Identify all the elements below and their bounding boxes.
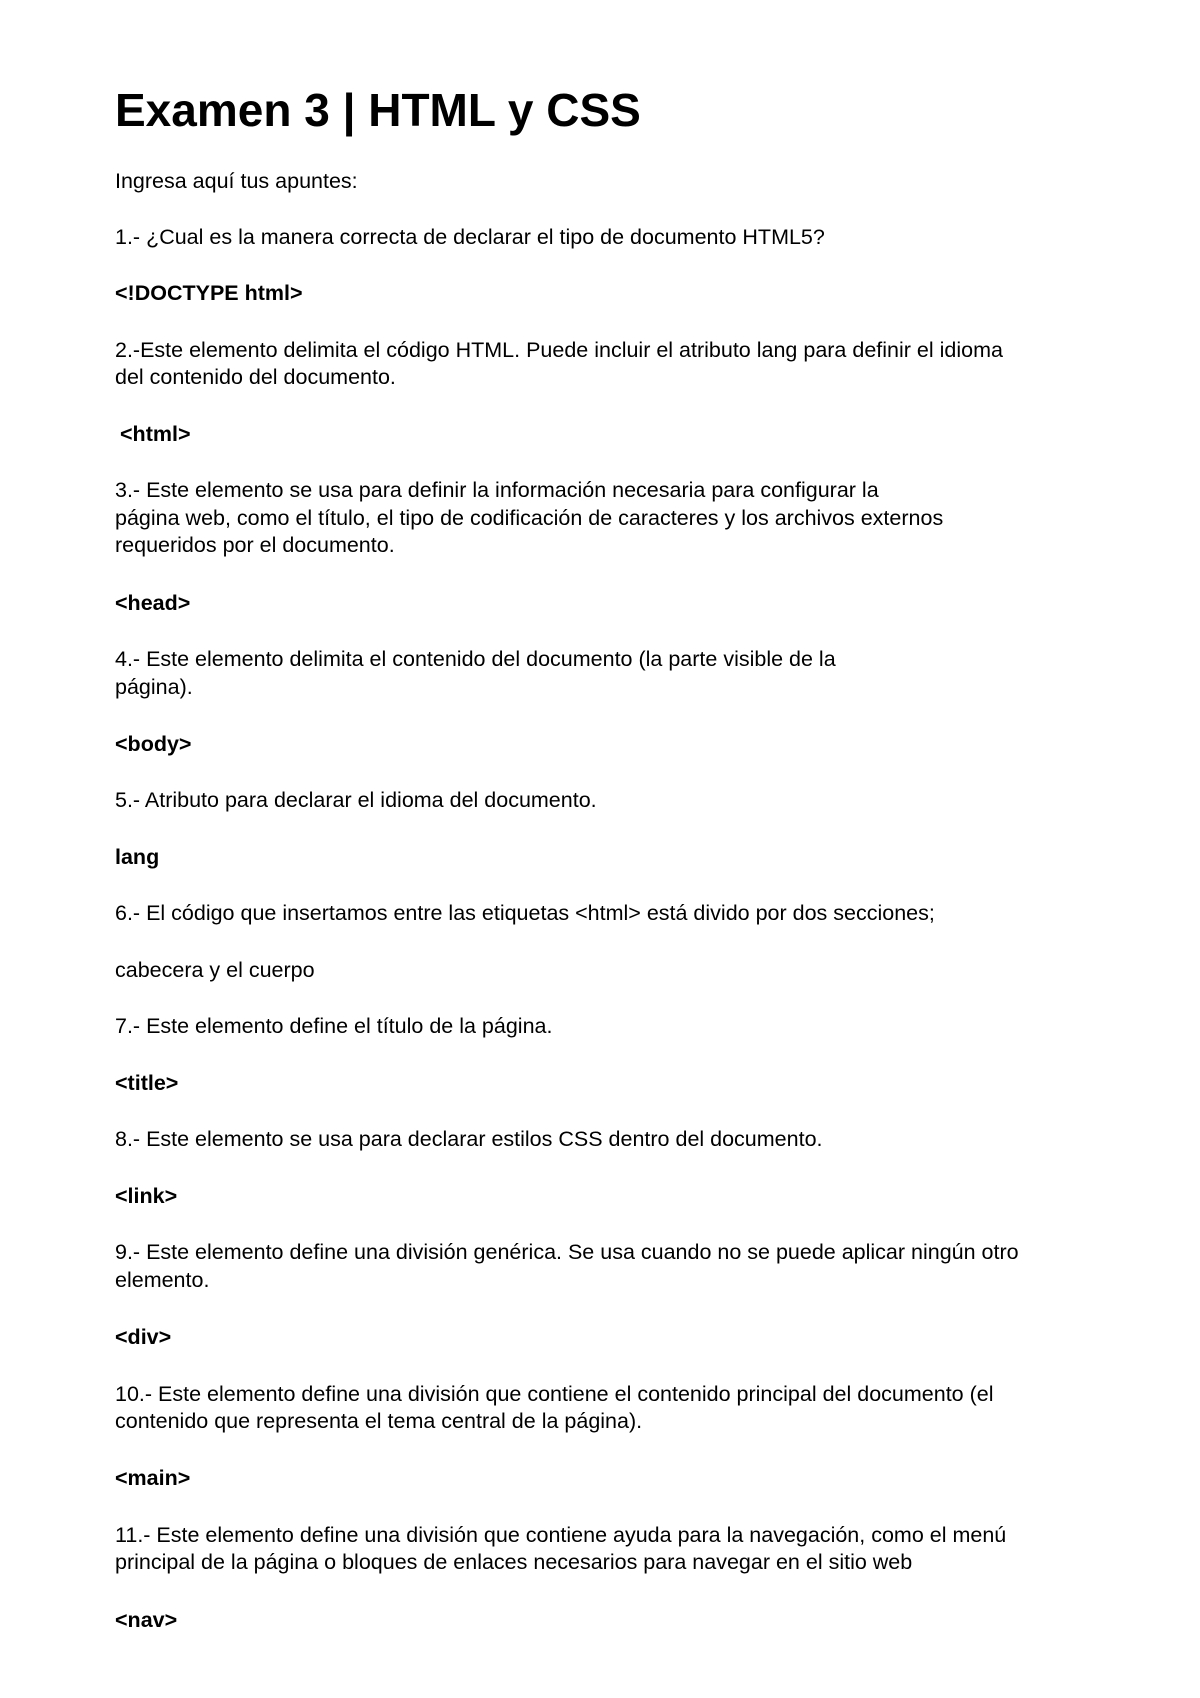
- answer-5: lang: [115, 845, 160, 869]
- question-2-line-2: del contenido del documento.: [115, 365, 396, 389]
- question-3-line-2: página web, como el título, el tipo de codificación de caracteres y los archivos externos: [115, 506, 944, 530]
- question-9-line-1: 9.- Este elemento define una división genérica. Se usa cuando no se puede aplicar ningún otro: [115, 1240, 1019, 1264]
- question-2-line-1: 2.-Este elemento delimita el código HTML. Puede incluir el atributo lang para definir el idioma: [115, 338, 1003, 362]
- answer-1: <!DOCTYPE html>: [115, 281, 303, 305]
- question-3-line-3: requeridos por el documento.: [115, 533, 395, 557]
- question-6: 6.- El código que insertamos entre las etiquetas <html> está divido por dos secciones;: [115, 901, 935, 925]
- answer-11: <nav>: [115, 1608, 178, 1632]
- question-4-line-1: 4.- Este elemento delimita el contenido del documento (la parte visible de la: [115, 647, 836, 671]
- answer-3: <head>: [115, 591, 191, 615]
- answer-7: <title>: [115, 1071, 179, 1095]
- answer-10: <main>: [115, 1466, 191, 1490]
- question-10-line-1: 10.- Este elemento define una división que contiene el contenido principal del documento (el: [115, 1382, 994, 1406]
- intro-text: Ingresa aquí tus apuntes:: [115, 169, 358, 193]
- question-11-line-2: principal de la página o bloques de enlaces necesarios para navegar en el sitio web: [115, 1550, 913, 1574]
- question-1: 1.- ¿Cual es la manera correcta de declarar el tipo de documento HTML5?: [115, 225, 825, 249]
- question-11-line-1: 11.- Este elemento define una división que contiene ayuda para la navegación, como el menú: [115, 1523, 1007, 1547]
- question-10-line-2: contenido que representa el tema central de la página).: [115, 1409, 643, 1433]
- answer-6: cabecera y el cuerpo: [115, 958, 315, 982]
- question-4-line-2: página).: [115, 675, 193, 699]
- question-5: 5.- Atributo para declarar el idioma del documento.: [115, 788, 597, 812]
- question-7: 7.- Este elemento define el título de la página.: [115, 1014, 553, 1038]
- answer-2: <html>: [120, 422, 191, 446]
- page-title: Examen 3 | HTML y CSS: [115, 84, 641, 136]
- question-8: 8.- Este elemento se usa para declarar estilos CSS dentro del documento.: [115, 1127, 823, 1151]
- question-3-line-1: 3.- Este elemento se usa para definir la información necesaria para configurar la: [115, 478, 879, 502]
- answer-9: <div>: [115, 1325, 172, 1349]
- answer-4: <body>: [115, 732, 192, 756]
- question-9-line-2: elemento.: [115, 1268, 210, 1292]
- answer-8: <link>: [115, 1184, 178, 1208]
